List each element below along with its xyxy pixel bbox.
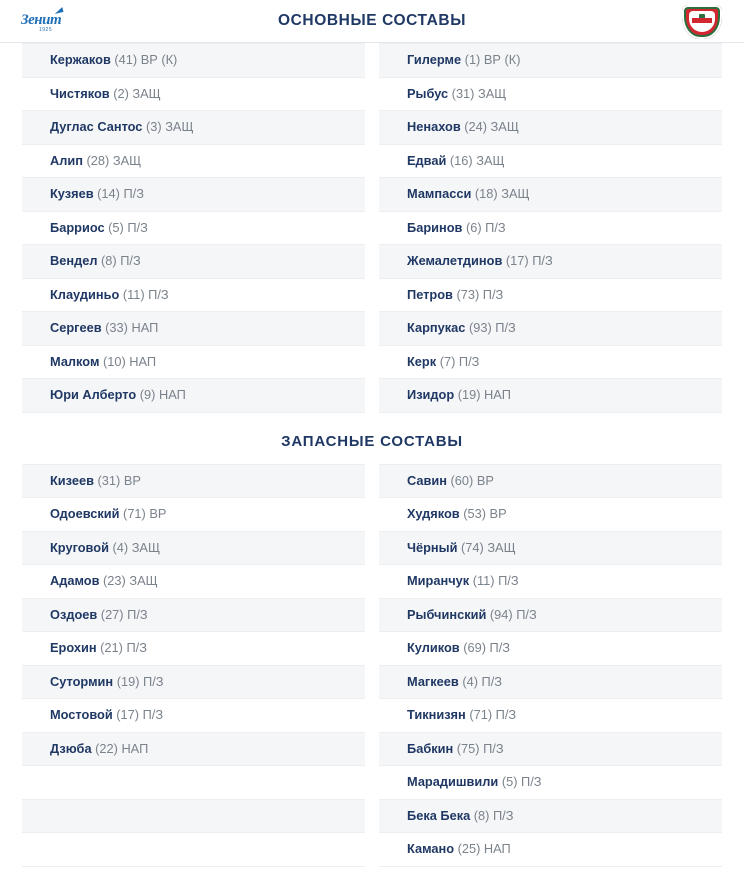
player-row[interactable]	[379, 532, 722, 566]
player-number-position: (19) П/З	[113, 673, 164, 689]
player-row[interactable]	[379, 78, 722, 112]
player-number-position: (10) НАП	[99, 353, 157, 369]
player-number-position: (2) ЗАЩ	[109, 85, 161, 101]
player-number-position: (74) ЗАЩ	[457, 539, 516, 555]
player-row[interactable]	[22, 312, 365, 346]
player-number-position: (41) ВР (К)	[110, 52, 178, 67]
player-row[interactable]	[379, 666, 722, 700]
player-number-position: (18) ЗАЩ	[471, 186, 530, 201]
player-row-empty	[22, 833, 365, 867]
player-row[interactable]	[22, 699, 365, 733]
player-name: Оздоев	[50, 606, 98, 622]
player-number-position: (16) ЗАЩ	[446, 152, 505, 168]
player-row[interactable]	[379, 279, 722, 313]
player-name: Куликов	[407, 640, 460, 655]
player-row-empty	[22, 766, 365, 800]
player-number-position: (27) П/З	[97, 606, 148, 622]
player-number-position: (17) П/З	[502, 253, 553, 268]
player-number-position: (11) П/З	[469, 573, 519, 588]
player-number-position: (7) П/З	[436, 353, 480, 369]
player-number-position: (69) П/З	[459, 640, 511, 655]
player-name: Адамов	[50, 573, 100, 588]
player-name: Кержаков	[50, 52, 111, 67]
player-row[interactable]	[379, 833, 722, 867]
player-name: Сергеев	[50, 320, 102, 335]
player-name: Жемалетдинов	[407, 253, 503, 268]
player-name: Кузяев	[50, 186, 94, 201]
player-number-position: (5) П/З	[498, 774, 542, 789]
player-row[interactable]	[379, 632, 722, 666]
player-name: Керк	[407, 353, 437, 369]
player-row[interactable]	[22, 245, 365, 279]
player-row[interactable]	[379, 733, 722, 767]
lokomotiv-crest-icon	[678, 5, 726, 39]
player-row[interactable]	[22, 599, 365, 633]
substitutes-title: ЗАПАСНЫЕ СОСТАВЫ	[281, 432, 463, 450]
player-number-position: (21) П/З	[96, 640, 147, 655]
player-row[interactable]	[379, 145, 722, 179]
player-row[interactable]	[22, 565, 365, 599]
player-number-position: (5) П/З	[104, 219, 148, 235]
player-row[interactable]	[379, 43, 722, 78]
substitute-lineups	[0, 464, 744, 867]
player-name: Ненахов	[407, 119, 461, 134]
player-row[interactable]	[379, 800, 722, 834]
player-name: Дуглас Сантос	[50, 119, 143, 134]
player-row[interactable]	[22, 111, 365, 145]
player-name: Гилерме	[407, 52, 462, 67]
player-name: Клаудиньо	[50, 286, 120, 302]
player-row[interactable]	[379, 111, 722, 145]
player-row[interactable]	[22, 78, 365, 112]
player-name: Юри Алберто	[50, 387, 137, 402]
player-number-position: (6) П/З	[462, 219, 506, 235]
player-number-position: (33) НАП	[101, 320, 159, 335]
player-number-position: (24) ЗАЩ	[460, 119, 519, 134]
player-row[interactable]	[22, 532, 365, 566]
player-row[interactable]	[379, 178, 722, 212]
player-name: Едвай	[407, 152, 447, 168]
player-row[interactable]	[379, 565, 722, 599]
player-name: Изидор	[407, 387, 455, 402]
player-row[interactable]	[22, 346, 365, 380]
player-row[interactable]	[379, 245, 722, 279]
player-name: Мостовой	[50, 707, 113, 722]
player-row[interactable]	[379, 766, 722, 800]
player-name: Миранчук	[407, 573, 470, 588]
player-number-position: (17) П/З	[112, 707, 164, 722]
player-row[interactable]	[379, 498, 722, 532]
player-number-position: (9) НАП	[136, 387, 186, 402]
player-name: Чистяков	[50, 85, 110, 101]
player-number-position: (31) ЗАЩ	[448, 85, 507, 101]
player-name: Баринов	[407, 219, 463, 235]
player-number-position: (71) П/З	[465, 707, 517, 722]
player-number-position: (53) ВР	[459, 506, 507, 521]
player-name: Алип	[50, 152, 83, 168]
player-row[interactable]	[379, 464, 722, 499]
starting-away-column	[379, 43, 722, 413]
player-row[interactable]	[22, 632, 365, 666]
player-number-position: (4) ЗАЩ	[108, 539, 160, 555]
player-row[interactable]	[22, 145, 365, 179]
player-name: Барриос	[50, 219, 105, 235]
player-name: Одоевский	[50, 506, 120, 521]
player-number-position: (23) ЗАЩ	[99, 573, 158, 588]
player-row[interactable]	[379, 212, 722, 246]
player-row[interactable]	[22, 379, 365, 413]
player-row[interactable]	[22, 498, 365, 532]
player-name: Бека Бека	[407, 807, 471, 823]
player-name: Мампасси	[407, 186, 472, 201]
player-name: Петров	[407, 286, 453, 302]
substitutes-away-column	[379, 464, 722, 867]
player-number-position: (11) П/З	[119, 286, 169, 302]
player-name: Карпукас	[407, 320, 466, 335]
page-header	[0, 0, 744, 43]
player-row[interactable]	[379, 379, 722, 413]
player-name: Савин	[407, 472, 447, 488]
player-row[interactable]	[22, 178, 365, 212]
player-number-position: (1) ВР (К)	[461, 52, 521, 67]
player-row[interactable]	[379, 599, 722, 633]
starting-lineups	[0, 43, 744, 413]
player-name: Кизеев	[50, 472, 94, 488]
bottom-spacer	[0, 867, 744, 881]
player-name: Рыбчинский	[407, 606, 487, 622]
player-row[interactable]	[22, 733, 365, 767]
player-name: Марадишвили	[407, 774, 499, 789]
zenit-wordmark: Зенит	[21, 12, 62, 28]
player-name: Чёрный	[407, 539, 458, 555]
player-name: Тикнизян	[407, 707, 466, 722]
player-number-position: (94) П/З	[486, 606, 537, 622]
player-number-position: (8) П/З	[470, 807, 514, 823]
player-name: Бабкин	[407, 740, 454, 756]
player-name: Рыбус	[407, 85, 449, 101]
page-title: ОСНОВНЫЕ СОСТАВЫ	[277, 12, 467, 29]
player-row-empty	[22, 800, 365, 834]
player-name: Вендел	[50, 253, 98, 268]
player-number-position: (19) НАП	[454, 387, 511, 402]
player-number-position: (25) НАП	[454, 841, 511, 856]
player-number-position: (4) П/З	[458, 673, 503, 689]
player-row[interactable]	[379, 699, 722, 733]
player-row[interactable]	[22, 666, 365, 700]
player-name: Камано	[407, 841, 455, 856]
player-number-position: (14) П/З	[93, 186, 144, 201]
player-number-position: (8) П/З	[97, 253, 141, 268]
player-row[interactable]	[379, 312, 722, 346]
player-name: Круговой	[50, 539, 109, 555]
player-number-position: (3) ЗАЩ	[142, 119, 194, 134]
player-number-position: (93) П/З	[465, 320, 516, 335]
player-row[interactable]	[22, 464, 365, 499]
player-row[interactable]	[22, 279, 365, 313]
player-row[interactable]	[379, 346, 722, 380]
player-number-position: (73) П/З	[452, 286, 504, 302]
player-name: Дзюба	[50, 740, 92, 756]
player-row[interactable]	[22, 212, 365, 246]
player-number-position: (60) ВР	[446, 472, 494, 488]
player-number-position: (75) П/З	[453, 740, 504, 756]
zenit-year: 1925	[39, 27, 53, 33]
starting-home-column	[22, 43, 365, 413]
player-name: Магкеев	[407, 673, 459, 689]
player-name: Малком	[50, 353, 100, 369]
player-name: Сутормин	[50, 673, 114, 689]
player-number-position: (31) ВР	[93, 472, 141, 488]
player-name: Ерохин	[50, 640, 97, 655]
player-number-position: (22) НАП	[91, 740, 149, 756]
player-number-position: (28) ЗАЩ	[82, 152, 142, 168]
zenit-crest-icon	[18, 5, 66, 39]
substitutes-home-column	[22, 464, 365, 867]
player-row[interactable]	[22, 43, 365, 78]
player-name: Худяков	[407, 506, 460, 521]
player-number-position: (71) ВР	[119, 506, 167, 521]
